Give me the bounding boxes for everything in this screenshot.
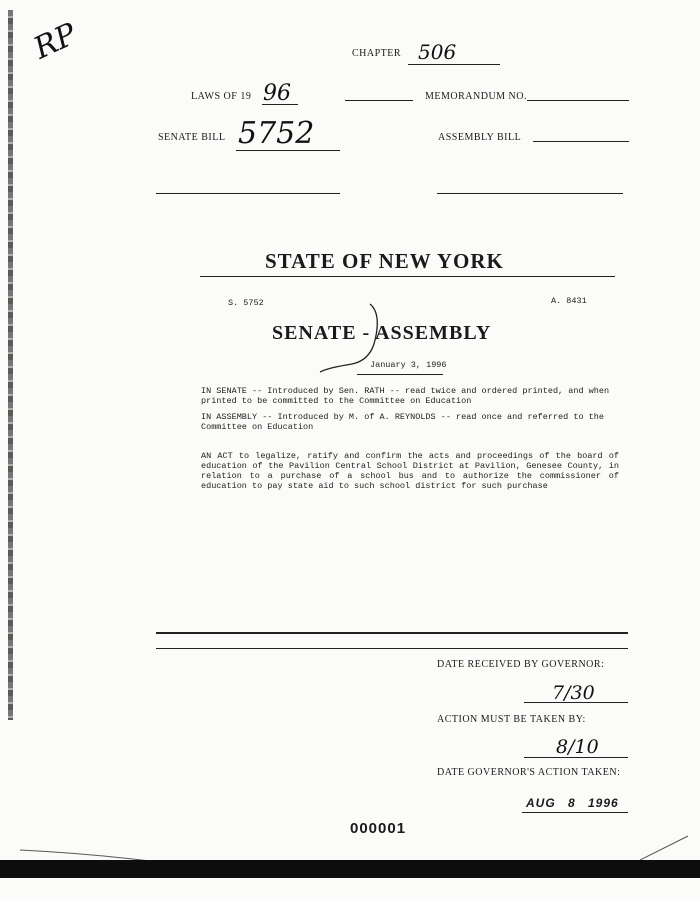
action-by-label: ACTION MUST BE TAKEN BY:	[437, 714, 586, 725]
received-value: 7/30	[552, 682, 595, 704]
assembly-bill-underline	[533, 141, 629, 142]
act-text: AN ACT to legalize, ratify and confirm the acts and proceedings of the board of education of the Pavilion Central School District at Pavilion, Genesee County, in relation to a purchase of a school bus and to authorize the commissioner of education to pay state aid to such school district for such purchase	[201, 451, 619, 491]
blank-line-left	[156, 193, 340, 194]
separator-rule-1	[156, 632, 628, 634]
laws-underline	[262, 104, 298, 105]
senate-number: S. 5752	[228, 298, 264, 308]
state-title-rule	[200, 276, 615, 277]
action-taken-label: DATE GOVERNOR'S ACTION TAKEN:	[437, 767, 621, 778]
state-title: STATE OF NEW YORK	[265, 249, 504, 273]
scan-bottom-bar	[0, 860, 700, 878]
assembly-intro: IN ASSEMBLY -- Introduced by M. of A. REYNOLDS -- read once and referred to the Committee on Education	[201, 412, 604, 432]
bill-date: January 3, 1996	[370, 360, 447, 370]
blank-line-mid	[345, 100, 413, 101]
handwritten-initials: RP	[28, 16, 83, 67]
page-number: 000001	[350, 820, 407, 837]
action-by-value: 8/10	[556, 736, 599, 758]
date-rule	[357, 374, 443, 375]
memo-label: MEMORANDUM NO.	[425, 91, 528, 102]
chamber-title: SENATE - ASSEMBLY	[272, 322, 492, 344]
action-by-underline	[524, 757, 628, 758]
laws-value: 96	[263, 81, 291, 106]
memo-underline	[527, 100, 629, 101]
senate-bill-value: 5752	[238, 116, 315, 151]
scan-left-edge	[8, 10, 13, 720]
assembly-number: A. 8431	[551, 296, 587, 306]
received-label: DATE RECEIVED BY GOVERNOR:	[437, 659, 605, 670]
chapter-underline	[408, 64, 500, 65]
chapter-label: CHAPTER	[352, 48, 402, 59]
blank-line-right	[437, 193, 623, 194]
received-underline	[524, 702, 628, 703]
chapter-value: 506	[418, 40, 457, 64]
action-taken-stamp: AUG 8 1996	[526, 796, 619, 810]
action-taken-underline	[522, 812, 628, 813]
senate-bill-underline	[236, 150, 340, 151]
senate-bill-label: SENATE BILL	[158, 132, 226, 143]
senate-intro: IN SENATE -- Introduced by Sen. RATH -- read twice and ordered printed, and when printed to be committed to the Committee on Education	[201, 386, 610, 406]
assembly-bill-label: ASSEMBLY BILL	[438, 132, 522, 143]
separator-rule-2	[156, 648, 628, 649]
laws-label: LAWS OF 19	[191, 91, 252, 102]
